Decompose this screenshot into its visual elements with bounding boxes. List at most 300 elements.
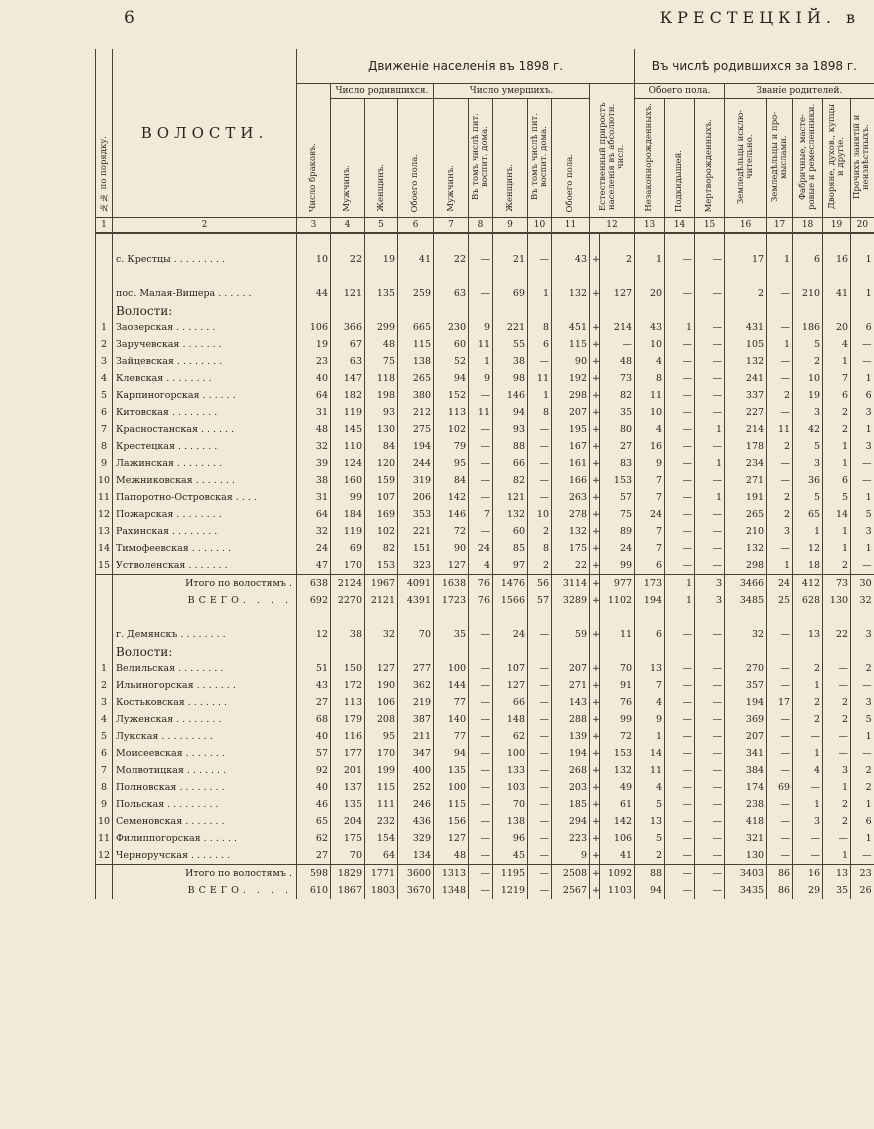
row-name: Зайцевская . . . . . . . . [113,353,297,370]
value-cell: — [695,728,725,745]
value-cell: 6 [823,472,851,489]
value-cell: — [823,660,851,677]
empty-cell [695,609,725,626]
empty-cell [793,233,823,251]
value-cell: — [665,779,695,796]
section-heading-row [96,643,874,660]
empty-cell [590,643,600,660]
value-cell: — [665,796,695,813]
value-cell: 86 [767,882,793,899]
value-cell: 66 [493,694,528,711]
sign-cell: + [590,830,600,847]
header-col-4: Мужчинъ. [331,99,365,218]
header-col-17: Земледѣльцы и промыслами. [767,99,793,218]
sign-cell: + [590,472,600,489]
value-cell: 1638 [434,575,469,593]
value-cell: — [528,489,552,506]
value-cell: 3403 [725,865,767,883]
value-cell: 111 [365,796,398,813]
empty-cell [793,268,823,285]
sign-cell: + [590,575,600,593]
value-cell: — [695,336,725,353]
value-cell: 278 [552,506,590,523]
value-cell: 244 [398,455,434,472]
value-cell: 665 [398,319,434,336]
value-cell: 1723 [434,592,469,609]
value-cell: — [528,694,552,711]
value-cell: 96 [493,830,528,847]
value-cell: 40 [297,728,331,745]
value-cell: 22 [331,251,365,268]
empty-cell [725,268,767,285]
value-cell: 24 [767,575,793,593]
col-number: 12 [590,218,635,234]
value-cell: 175 [552,540,590,557]
empty-cell [365,643,398,660]
value-cell: 156 [434,813,469,830]
row-number: 5 [96,387,113,404]
value-cell: — [469,251,493,268]
empty-cell [113,233,297,251]
row-name: Устволенская . . . . . . . [113,557,297,575]
value-cell: 132 [493,506,528,523]
value-cell: 1 [767,557,793,575]
value-cell: 3289 [552,592,590,609]
value-cell: 6 [635,626,665,643]
running-head: КРЕСТЕЦКІЙ. в [659,8,860,27]
value-cell: — [695,404,725,421]
value-cell: 6 [793,251,823,268]
value-cell: 30 [851,575,874,593]
header-col-7: Мужчинъ. [434,99,469,218]
empty-cell [528,609,552,626]
value-cell: 3 [793,404,823,421]
value-cell: 7 [635,472,665,489]
value-cell: 40 [297,779,331,796]
value-cell: — [767,626,793,643]
empty-cell [96,643,113,660]
value-cell: — [665,489,695,506]
table-row [96,540,874,557]
value-cell: — [469,779,493,796]
table-row [96,387,874,404]
col-number: 4 [331,218,365,234]
value-cell: 1 [823,540,851,557]
value-cell: 133 [493,762,528,779]
header-movement: Движеніе населенія въ 1898 г. [297,49,635,84]
value-cell: 25 [767,592,793,609]
value-cell: — [823,677,851,694]
value-cell: — [469,677,493,694]
empty-cell [793,302,823,319]
value-cell: — [528,353,552,370]
value-cell: — [665,285,695,302]
value-cell: 70 [398,626,434,643]
value-cell: 82 [493,472,528,489]
total-row [96,592,874,609]
value-cell: 99 [331,489,365,506]
table-row [96,557,874,575]
value-cell: 2121 [365,592,398,609]
value-cell: 190 [365,677,398,694]
value-cell: 628 [793,592,823,609]
table-row [96,285,874,302]
empty-cell [600,268,635,285]
section-heading: Волости: [113,643,297,660]
value-cell: 55 [493,336,528,353]
value-cell: 61 [600,796,635,813]
value-cell: — [767,677,793,694]
value-cell: 221 [398,523,434,540]
table-row [96,353,874,370]
value-cell: 194 [552,745,590,762]
value-cell: 265 [398,370,434,387]
row-name: пос. Малая-Вишера . . . . . . [113,285,297,302]
sign-cell: + [590,336,600,353]
col-number: 8 [469,218,493,234]
col-number: 19 [823,218,851,234]
value-cell: 3 [695,592,725,609]
value-cell: 1 [665,575,695,593]
empty-cell [823,233,851,251]
empty-cell [635,609,665,626]
value-cell: 62 [493,728,528,745]
value-cell: 115 [434,796,469,813]
value-cell: 5 [635,796,665,813]
value-cell: 76 [469,592,493,609]
value-cell: 38 [331,626,365,643]
row-name: Полновская . . . . . . . . [113,779,297,796]
value-cell: — [469,830,493,847]
table-row [96,506,874,523]
value-cell: 246 [398,796,434,813]
header-col-13: Незаконнорожденныхъ. [635,99,665,218]
value-cell: 73 [600,370,635,387]
value-cell: 150 [331,660,365,677]
empty-cell [635,268,665,285]
value-cell: 598 [297,865,331,883]
empty-cell [331,302,365,319]
row-name: Моисеевская . . . . . . . [113,745,297,762]
header-col-14: Подкидышей. [665,99,695,218]
value-cell: — [767,472,793,489]
col-number: 1 [96,218,113,234]
value-cell: 4 [635,779,665,796]
sign-cell: + [590,353,600,370]
value-cell: 265 [725,506,767,523]
value-cell: 170 [331,557,365,575]
table-row [96,251,874,268]
value-cell: — [528,847,552,865]
value-cell: — [665,421,695,438]
empty-cell [96,268,113,285]
value-cell: — [695,472,725,489]
value-cell: 271 [725,472,767,489]
empty-cell [493,609,528,626]
row-name: Черноручская . . . . . . . [113,847,297,865]
value-cell: — [851,847,874,865]
value-cell: 6 [851,319,874,336]
value-cell: 3485 [725,592,767,609]
value-cell: 161 [552,455,590,472]
value-cell: — [851,455,874,472]
value-cell: — [528,438,552,455]
empty-cell [493,302,528,319]
row-number: 8 [96,779,113,796]
row-number: 14 [96,540,113,557]
empty-cell [552,609,590,626]
row-name: Клевская . . . . . . . . [113,370,297,387]
sign-cell: + [590,370,600,387]
value-cell: 120 [365,455,398,472]
value-cell: 140 [434,711,469,728]
value-cell: 100 [434,779,469,796]
value-cell: 6 [851,813,874,830]
value-cell: 94 [493,404,528,421]
value-cell: — [767,370,793,387]
table-row [96,319,874,336]
row-name: Карпиногорская . . . . . . [113,387,297,404]
value-cell: 51 [297,660,331,677]
value-cell: 1102 [600,592,635,609]
value-cell: 63 [331,353,365,370]
value-cell: — [793,847,823,865]
empty-cell [695,268,725,285]
value-cell: — [528,472,552,489]
value-cell: 64 [365,847,398,865]
empty-cell [434,302,469,319]
value-cell: 29 [793,882,823,899]
row-number [96,865,113,883]
value-cell: 13 [635,660,665,677]
value-cell: 298 [552,387,590,404]
value-cell: 63 [434,285,469,302]
value-cell: — [665,882,695,899]
value-cell: — [695,523,725,540]
value-cell: — [528,865,552,883]
value-cell: 2 [851,660,874,677]
value-cell: 16 [793,865,823,883]
value-cell: 294 [552,813,590,830]
value-cell: 4 [635,694,665,711]
subtotal-row [96,575,874,593]
value-cell: — [665,455,695,472]
value-cell: 65 [297,813,331,830]
empty-cell [96,609,113,626]
value-cell: — [695,694,725,711]
value-cell: 3600 [398,865,434,883]
row-name: Итого по волостямъ . [113,865,297,883]
value-cell: — [695,506,725,523]
sign-cell: + [590,711,600,728]
value-cell: 2 [823,694,851,711]
value-cell: 1 [767,336,793,353]
value-cell: 5 [793,336,823,353]
col-number: 6 [398,218,434,234]
value-cell: 1 [528,387,552,404]
col-number: 7 [434,218,469,234]
row-name: Заозерская . . . . . . . [113,319,297,336]
header-volost-col: ВОЛОСТИ. [113,49,297,218]
value-cell: 88 [493,438,528,455]
value-cell: 153 [600,745,635,762]
table-row [96,523,874,540]
value-cell: 85 [493,540,528,557]
value-cell: 1 [469,353,493,370]
value-cell: 75 [365,353,398,370]
value-cell: 138 [493,813,528,830]
value-cell: 121 [493,489,528,506]
empty-cell [434,233,469,251]
value-cell: 94 [434,370,469,387]
value-cell: 121 [331,285,365,302]
value-cell: 2 [528,557,552,575]
empty-cell [398,233,434,251]
value-cell: 357 [725,677,767,694]
empty-cell [331,268,365,285]
value-cell: 1092 [600,865,635,883]
empty-cell [113,268,297,285]
empty-cell [600,643,635,660]
header-col-15: Мертворожденныхъ. [695,99,725,218]
value-cell: 5 [823,489,851,506]
value-cell: 7 [635,489,665,506]
row-name: Польская . . . . . . . . . [113,796,297,813]
value-cell: 2 [793,353,823,370]
value-cell: 2 [725,285,767,302]
value-cell: 38 [297,472,331,489]
value-cell: 7 [635,523,665,540]
table-row [96,796,874,813]
value-cell: 132 [725,353,767,370]
empty-cell [493,268,528,285]
spacer-row [96,233,874,251]
sign-cell: + [590,557,600,575]
value-cell: 64 [297,506,331,523]
value-cell: 152 [434,387,469,404]
value-cell: 132 [600,762,635,779]
empty-cell [600,302,635,319]
empty-cell [665,233,695,251]
empty-cell [590,609,600,626]
value-cell: 90 [552,353,590,370]
value-cell: 263 [552,489,590,506]
value-cell: 4391 [398,592,434,609]
value-cell: 20 [635,285,665,302]
value-cell: 6 [851,387,874,404]
empty-cell [398,643,434,660]
sign-cell: + [590,660,600,677]
value-cell: 119 [331,523,365,540]
value-cell: 24 [600,540,635,557]
value-cell: — [695,847,725,865]
row-number: 6 [96,745,113,762]
value-cell: 27 [297,847,331,865]
empty-cell [767,233,793,251]
value-cell: 124 [331,455,365,472]
value-cell: 384 [725,762,767,779]
value-cell: 130 [365,421,398,438]
value-cell: 234 [725,455,767,472]
row-number: 9 [96,796,113,813]
row-number [96,882,113,899]
value-cell: 144 [434,677,469,694]
value-cell: — [469,626,493,643]
value-cell: 160 [331,472,365,489]
value-cell: 1 [695,455,725,472]
row-number [96,575,113,593]
empty-cell [469,268,493,285]
value-cell: 299 [365,319,398,336]
empty-cell [331,233,365,251]
value-cell: — [665,847,695,865]
value-cell: — [767,319,793,336]
value-cell: 3 [851,523,874,540]
value-cell: — [767,796,793,813]
header-col-8: Въ томъ числѣ пит. воспит. дома. [469,99,493,218]
value-cell: 148 [493,711,528,728]
row-number: 3 [96,353,113,370]
value-cell: 207 [725,728,767,745]
value-cell: 3 [793,455,823,472]
value-cell: 69 [493,285,528,302]
value-cell: 19 [297,336,331,353]
value-cell: 192 [552,370,590,387]
value-cell: 132 [552,523,590,540]
table-row [96,404,874,421]
value-cell: 271 [552,677,590,694]
value-cell: 9 [469,319,493,336]
value-cell: 100 [493,745,528,762]
row-name: Межниковская . . . . . . . [113,472,297,489]
value-cell: 2 [823,404,851,421]
value-cell: 130 [725,847,767,865]
value-cell: 201 [331,762,365,779]
table-row [96,489,874,506]
empty-cell [767,268,793,285]
row-name: ВСЕГО. . . . [113,592,297,609]
row-name: Заручевская . . . . . . . [113,336,297,353]
value-cell: 199 [365,762,398,779]
value-cell: 52 [434,353,469,370]
value-cell: — [528,796,552,813]
value-cell: 16 [823,251,851,268]
value-cell: — [469,472,493,489]
value-cell: — [695,438,725,455]
value-cell: — [767,455,793,472]
empty-cell [297,302,331,319]
value-cell: 127 [434,830,469,847]
sign-cell: + [590,762,600,779]
empty-cell [398,268,434,285]
value-cell: 94 [434,745,469,762]
value-cell: 113 [331,694,365,711]
value-cell: — [695,285,725,302]
col-number: 9 [493,218,528,234]
value-cell: 5 [793,489,823,506]
value-cell: 9 [635,455,665,472]
value-cell: 214 [600,319,635,336]
value-cell: — [528,813,552,830]
value-cell: 84 [365,438,398,455]
value-cell: — [851,677,874,694]
value-cell: 4 [469,557,493,575]
value-cell: 19 [365,251,398,268]
empty-cell [331,643,365,660]
value-cell: 32 [851,592,874,609]
value-cell: — [823,830,851,847]
value-cell: 138 [398,353,434,370]
